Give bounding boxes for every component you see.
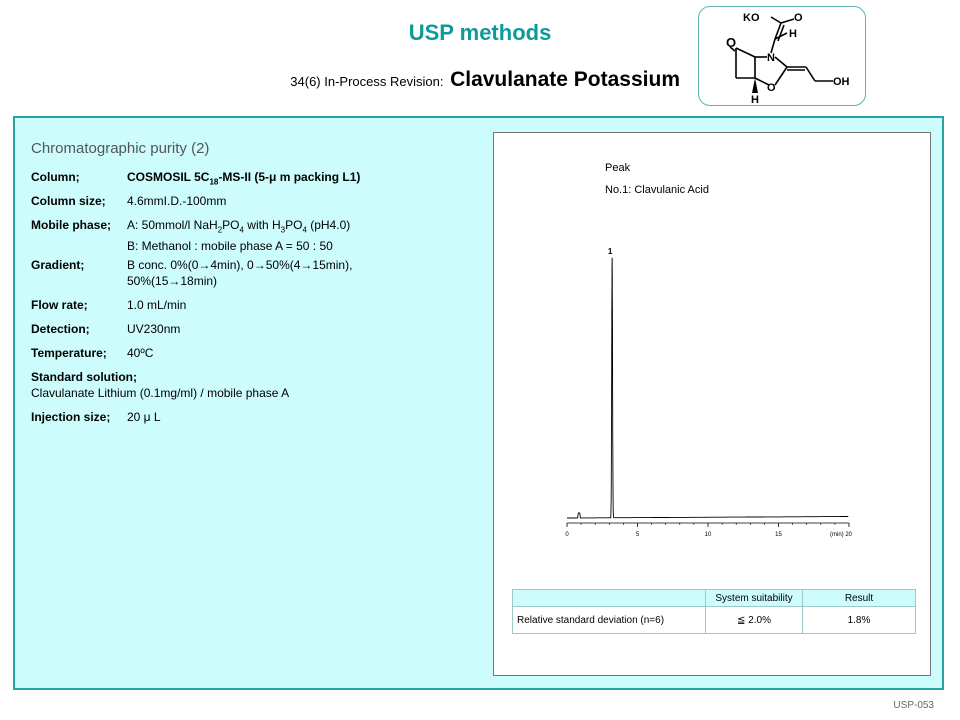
column-value: COSMOSIL $5C_{18}-MS-II$ (5-μ m packing L1) (127, 170, 361, 187)
table-row (513, 607, 916, 634)
spec-standard-solution (31, 369, 289, 401)
detection-value: UV230nm (127, 322, 181, 336)
compound-name: Clavulanate Potassium (450, 68, 680, 91)
spec-temperature (31, 345, 154, 361)
spec-column-size (31, 193, 227, 209)
gradient-label: Gradient; (31, 258, 85, 272)
chromatogram-trace (567, 258, 848, 518)
page-subtitle (150, 68, 680, 92)
flow-rate-label: Flow rate; (31, 298, 88, 312)
page-title: USP methods (408, 20, 552, 45)
structure-label-ko: KO (743, 12, 760, 24)
results-row-label: Relative standard deviation (n=6) (513, 607, 706, 634)
column-size-label: Column size; (31, 194, 106, 208)
structure-label-oh: OH (833, 76, 850, 88)
peak-legend-item: No.1: Clavulanic Acid (605, 184, 709, 196)
temperature-value: 40ºC (127, 346, 154, 360)
structure-label-o-acid: O (794, 12, 803, 24)
mobile-phase-value: A: 50mmol/l $NaH_2PO_4$ with $H_3PO_4$ (pH4.0) B: Methanol : mobile phase A = 50 : 50 (127, 218, 351, 254)
temperature-label: Temperature; (31, 346, 107, 360)
spec-gradient (31, 257, 353, 288)
x-tick-label: 0 (565, 532, 569, 538)
injection-size-label: Injection size; (31, 410, 111, 424)
x-tick-label: 15 (775, 532, 782, 538)
results-suitability-value: ≦ 2.0% (706, 607, 803, 634)
peak-legend-title: Peak (605, 162, 631, 174)
x-tick-label: 10 (704, 532, 712, 538)
spec-detection (31, 321, 181, 337)
x-tick-label: 5 (635, 532, 640, 538)
results-header-result: Result (803, 590, 916, 607)
chemical-structure (698, 6, 866, 106)
gradient-value: B conc. 0%(0→4min), 0→50%(4→15min), 50%(15→18min) (127, 258, 353, 288)
results-table (512, 589, 916, 634)
spec-injection-size (31, 409, 161, 425)
detection-label: Detection; (31, 322, 90, 336)
chromatogram-chart (555, 245, 860, 545)
standard-solution-value: Clavulanate Lithium (0.1mg/ml) / mobile phase A (31, 386, 290, 400)
peak-label: 1 (607, 247, 613, 256)
section-heading: Chromatographic purity (2) (31, 140, 210, 157)
clavulanate-structure-icon (699, 7, 865, 105)
injection-size-value: 20 μ L (127, 410, 161, 424)
spec-flow-rate (31, 297, 187, 313)
spec-mobile-phase (31, 217, 351, 254)
structure-label-h-top: H (789, 28, 797, 40)
document-code: USP-053 (893, 700, 934, 711)
structure-label-o-lactam: O (726, 35, 737, 50)
flow-rate-value: 1.0 mL/min (127, 298, 187, 312)
subtitle-prefix: 34(6) In-Process Revision: (290, 74, 444, 89)
column-size-value: 4.6mmI.D.-100mm (127, 194, 227, 208)
standard-solution-label: Standard solution; (31, 370, 137, 384)
mobile-phase-label: Mobile phase; (31, 218, 112, 232)
x-tick-label: (min) 20 (829, 532, 852, 538)
results-header-blank (513, 590, 706, 607)
structure-label-o-ring: O (767, 82, 776, 94)
structure-label-n: N (767, 52, 775, 64)
structure-label-h-bottom: H (751, 94, 759, 105)
column-label: Column; (31, 170, 80, 184)
results-header-suitability: System suitability (706, 590, 803, 607)
mobile-phase-b: B: Methanol : mobile phase A = 50 : 50 (127, 239, 333, 254)
spec-column (31, 169, 361, 187)
results-result-value: 1.8% (803, 607, 916, 634)
results-header-row (513, 590, 916, 607)
